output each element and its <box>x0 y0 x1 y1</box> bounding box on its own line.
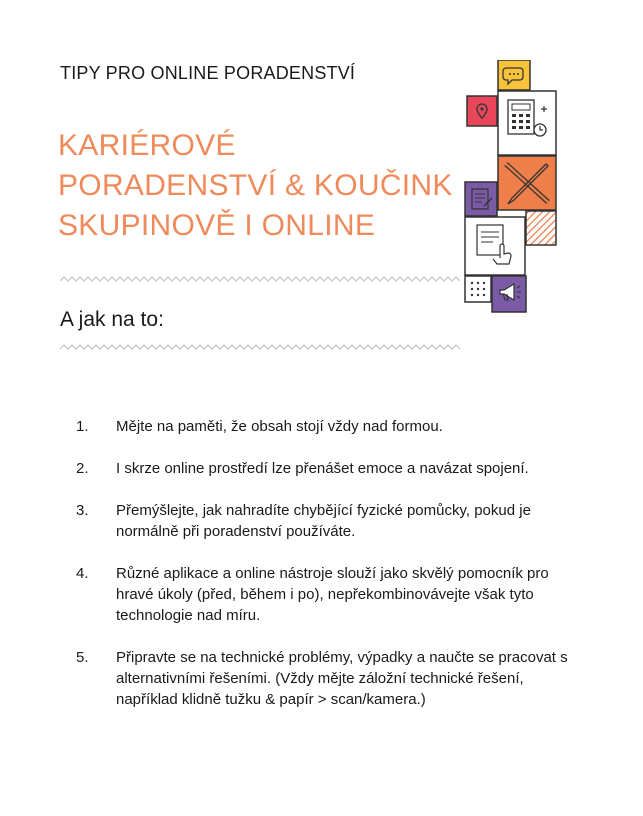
location-pin-icon <box>467 96 497 126</box>
list-item <box>76 458 576 479</box>
list-item <box>76 416 576 437</box>
checklist-icon <box>465 182 497 216</box>
chat-bubble-icon <box>498 60 530 90</box>
ruler-pencil-icon <box>498 156 556 210</box>
list-item-text: I skrze online prostředí lze přenášet emoce a navázat spojení. <box>116 460 529 477</box>
list-item-text: Přemýšlejte, jak nahradíte chybějící fyzické pomůcky, pokud je normálně při poradenství používáte. <box>116 502 531 540</box>
list-item-number: 2. <box>76 460 89 477</box>
list-item-text: Různé aplikace a online nástroje slouží jako skvělý pomocník pro hravé úkoly (před, během i po), nepřekombinovávejte však tyto technologie nad míru. <box>116 565 549 624</box>
list-item <box>76 647 576 710</box>
tips-list <box>76 416 576 731</box>
list-item <box>76 563 576 626</box>
zigzag-divider-top <box>60 275 460 283</box>
list-item-number: 3. <box>76 502 89 519</box>
zigzag-divider-bottom <box>60 343 460 351</box>
list-item-number: 4. <box>76 565 89 582</box>
list-item-text: Mějte na paměti, že obsah stojí vždy nad formou. <box>116 418 443 435</box>
list-item-number: 1. <box>76 418 89 435</box>
document-kicker: TIPY PRO ONLINE PORADENSTVÍ <box>60 63 356 83</box>
dots-grid-icon <box>465 276 491 302</box>
decorative-icon-collage <box>460 60 560 315</box>
megaphone-icon <box>492 276 526 312</box>
hatched-pattern-tile <box>526 211 556 245</box>
list-item-number: 5. <box>76 649 89 666</box>
section-heading: A jak na to: <box>60 308 164 331</box>
document-title: KARIÉROVÉ PORADENSTVÍ & KOUČINK SKUPINOVĚ I ONLINE <box>58 129 453 242</box>
list-item-text: Připravte se na technické problémy, výpadky a naučte se pracovat s alternativními řešeními. (Vždy mějte záložní technické řešení, například klidně tužku & papír > scan/kamera.) <box>116 649 568 708</box>
list-item <box>76 500 576 542</box>
calculator-icon <box>498 91 556 155</box>
hand-document-icon <box>465 217 525 275</box>
